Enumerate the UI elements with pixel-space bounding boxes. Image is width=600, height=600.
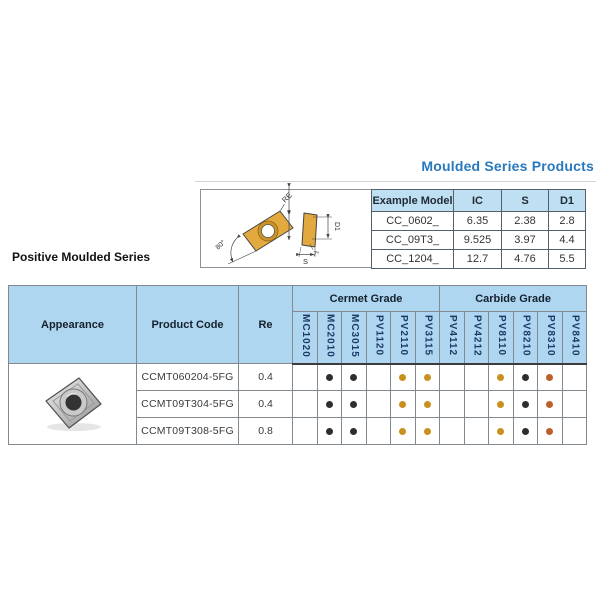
availability-dot: [326, 401, 333, 408]
grade-availability-cell-pv1120: [366, 418, 391, 445]
example-table-row: [372, 231, 586, 250]
example-model-table: [371, 189, 586, 269]
product-code-cell: CCMT09T304-5FG: [137, 391, 239, 418]
grade-availability-cell-pv2110: [391, 418, 416, 445]
grade-availability-cell-mc2010: [317, 391, 342, 418]
grade-column-header-pv4112: [440, 312, 465, 364]
example-model-header: Example Model: [372, 190, 454, 212]
example-model-cell: CC_1204_: [372, 250, 454, 269]
grade-column-header-pv2110: [391, 312, 416, 364]
grade-column-label: MC1020: [299, 313, 311, 358]
product-table: [8, 285, 587, 445]
d1-label: D1: [333, 222, 340, 231]
grade-availability-cell-pv8310: [538, 418, 563, 445]
ic-header: IC: [454, 190, 502, 212]
grade-availability-cell-pv8210: [513, 364, 538, 391]
availability-dot: [350, 428, 357, 435]
availability-dot: [546, 428, 553, 435]
availability-dot: [350, 401, 357, 408]
example-table-row: [372, 250, 586, 269]
availability-dot: [424, 401, 431, 408]
corner-angle-label: 80°: [214, 239, 228, 252]
appearance-cell: [9, 364, 137, 445]
insert-diagram-panel: [200, 189, 585, 268]
grade-column-label: MC2010: [324, 313, 336, 358]
re-header: Re: [239, 286, 293, 364]
s-header: S: [502, 190, 549, 212]
grade-availability-cell-pv8110: [489, 364, 514, 391]
availability-dot: [399, 401, 406, 408]
product-table-body: [9, 364, 587, 445]
grade-column-label: PV8210: [520, 314, 532, 357]
insert-photo: [41, 374, 105, 432]
example-table-header-row: [372, 190, 586, 212]
grade-column-label: PV8310: [544, 314, 556, 357]
example-value-cell: 6.35: [454, 212, 502, 231]
example-value-cell: 9.525: [454, 231, 502, 250]
example-value-cell: 4.4: [549, 231, 586, 250]
availability-dot: [326, 428, 333, 435]
grade-availability-cell-pv4112: [440, 391, 465, 418]
grade-availability-cell-mc3015: [342, 391, 367, 418]
grade-column-label: PV8110: [495, 315, 507, 357]
grade-availability-cell-mc3015: [342, 418, 367, 445]
grade-availability-cell-mc3015: [342, 364, 367, 391]
grade-column-label: MC3015: [348, 313, 360, 358]
re-value-cell: 0.4: [239, 364, 293, 391]
carbide-grade-header: Carbide Grade: [440, 286, 587, 312]
s-label: S: [303, 257, 309, 266]
example-table-body: [372, 212, 586, 269]
grade-availability-cell-pv4112: [440, 364, 465, 391]
availability-dot: [497, 374, 504, 381]
grade-availability-cell-pv8410: [562, 364, 587, 391]
grade-availability-cell-pv8210: [513, 418, 538, 445]
grade-column-header-pv8310: [538, 312, 563, 364]
grade-availability-cell-pv3115: [415, 364, 440, 391]
availability-dot: [546, 401, 553, 408]
availability-dot: [424, 374, 431, 381]
example-value-cell: 5.5: [549, 250, 586, 269]
grade-group-header-row: [9, 286, 587, 312]
availability-dot: [424, 428, 431, 435]
example-value-cell: 3.97: [502, 231, 549, 250]
grade-availability-cell-pv8410: [562, 418, 587, 445]
grade-availability-cell-pv3115: [415, 418, 440, 445]
insert-technical-drawing: [201, 190, 373, 267]
title-divider: [195, 181, 596, 182]
re-label: RE: [280, 190, 294, 205]
grade-column-header-pv4212: [464, 312, 489, 364]
availability-dot: [546, 374, 553, 381]
grade-availability-cell-pv8310: [538, 391, 563, 418]
grade-availability-cell-mc1020: [293, 391, 318, 418]
grade-column-label: PV2110: [397, 315, 409, 357]
example-value-cell: 12.7: [454, 250, 502, 269]
grade-column-label: PV8410: [569, 314, 581, 357]
grade-availability-cell-pv8310: [538, 364, 563, 391]
availability-dot: [522, 401, 529, 408]
grade-availability-cell-mc2010: [317, 364, 342, 391]
grade-availability-cell-pv4212: [464, 418, 489, 445]
appearance-header: Appearance: [9, 286, 137, 364]
clearance-angle-label: 7°: [313, 251, 320, 258]
availability-dot: [350, 374, 357, 381]
page-title: Moulded Series Products: [421, 158, 594, 174]
cermet-grade-header: Cermet Grade: [293, 286, 440, 312]
grade-column-label: PV4112: [446, 315, 458, 357]
grade-availability-cell-pv8410: [562, 391, 587, 418]
example-model-cell: CC_0602_: [372, 212, 454, 231]
grade-availability-cell-mc1020: [293, 364, 318, 391]
product-code-cell: CCMT060204-5FG: [137, 364, 239, 391]
availability-dot: [497, 401, 504, 408]
grade-column-header-pv8410: [562, 312, 587, 364]
grade-column-header-pv3115: [415, 312, 440, 364]
product-code-header: Product Code: [137, 286, 239, 364]
grade-availability-cell-pv2110: [391, 364, 416, 391]
product-row: [9, 364, 587, 391]
example-value-cell: 2.8: [549, 212, 586, 231]
grade-availability-cell-pv4212: [464, 364, 489, 391]
grade-availability-cell-pv8110: [489, 391, 514, 418]
grade-availability-cell-mc1020: [293, 418, 318, 445]
example-model-cell: CC_09T3_: [372, 231, 454, 250]
availability-dot: [522, 428, 529, 435]
grade-availability-cell-mc2010: [317, 418, 342, 445]
grade-column-header-pv1120: [366, 312, 391, 364]
grade-availability-cell-pv8210: [513, 391, 538, 418]
grade-column-header-pv8110: [489, 312, 514, 364]
grade-column-header-mc1020: [293, 312, 318, 364]
grade-column-header-mc2010: [317, 312, 342, 364]
grade-column-label: PV3115: [422, 315, 434, 357]
insert-side-view: [302, 213, 317, 247]
grade-column-header-pv8210: [513, 312, 538, 364]
grade-availability-cell-pv3115: [415, 391, 440, 418]
example-value-cell: 4.76: [502, 250, 549, 269]
grade-availability-cell-pv2110: [391, 391, 416, 418]
grade-availability-cell-pv1120: [366, 364, 391, 391]
availability-dot: [522, 374, 529, 381]
availability-dot: [399, 428, 406, 435]
re-value-cell: 0.4: [239, 391, 293, 418]
grade-column-label: PV4212: [471, 314, 483, 357]
grade-column-label: PV1120: [373, 315, 385, 357]
grade-column-header-mc3015: [342, 312, 367, 364]
availability-dot: [497, 428, 504, 435]
grade-availability-cell-pv1120: [366, 391, 391, 418]
product-code-cell: CCMT09T308-5FG: [137, 418, 239, 445]
section-title: Positive Moulded Series: [12, 250, 151, 264]
availability-dot: [326, 374, 333, 381]
grade-availability-cell-pv4112: [440, 418, 465, 445]
d1-header: D1: [549, 190, 586, 212]
example-table-row: [372, 212, 586, 231]
availability-dot: [399, 374, 406, 381]
example-value-cell: 2.38: [502, 212, 549, 231]
grade-availability-cell-pv8110: [489, 418, 514, 445]
grade-availability-cell-pv4212: [464, 391, 489, 418]
re-value-cell: 0.8: [239, 418, 293, 445]
